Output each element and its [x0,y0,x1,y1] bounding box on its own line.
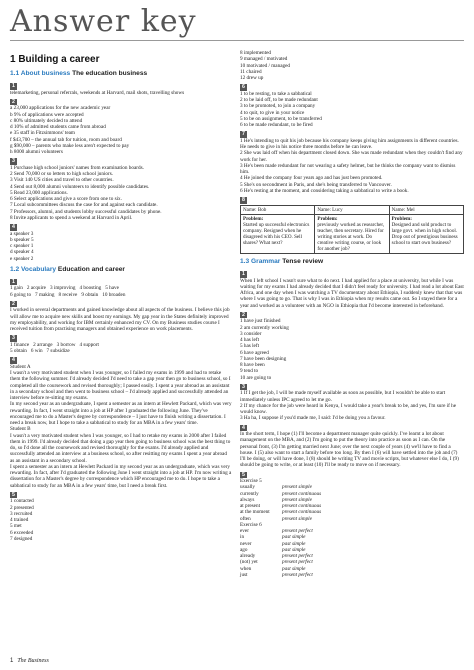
answer-text: telemarketing, personal referrals, weekends at Harvard, mail shots, travelling shows [10,89,185,96]
answer-item: 4 boosting [79,285,102,292]
answer-item: a speaker 3 [10,230,34,237]
answer-list [240,390,464,421]
page-title: Answer key [10,4,197,39]
answer-pair: when past simple [240,565,306,572]
answer-item: c 80% ultimately decided to attend [10,117,83,124]
answer-item: 1 He's intending to quit his job because his company keeps giving him assignments in different countries. He needs to give in his notice three months before he can leave. [240,137,459,150]
answer-item: 1 finance [10,341,30,348]
exercise-number: 2 [242,311,245,318]
answer-item: 1 gain [10,285,23,292]
answer-item: 8 receive [58,291,78,298]
table-cell: Name: Bob [241,205,315,214]
answer-item: 2 presented [10,504,34,511]
answer-item: 4 He joined the company four years ago and has just been promoted. [240,175,383,182]
answer-item: 1 Purchase high school juniors' names from examination boards. [10,164,144,171]
answer-item: 3 Visit 140 US cities and travel to other countries. [10,177,114,184]
answer-item: 6 Select applications and give a score from one to six. [10,196,122,202]
table-cell: Name: Lucy [315,205,389,214]
answer-item: 9 tend to [240,368,259,375]
exercise-number: 1 [12,278,15,285]
answer-pair: (not) yet present perfect [240,559,313,566]
answer-list [240,50,464,81]
answer-pair: at present present continuous [240,503,322,510]
answer-item: e 35 staff in Fitzsimmons' team [10,130,75,137]
answer-pair: currently present continuous [240,490,322,497]
answer-item: 11 chaired [240,68,262,75]
left-column [10,50,232,542]
answer-item: 3 He's been made redundant for not wearing a safety helmet, but he thinks the company want to dismiss him. [240,162,456,175]
answer-pair: already present perfect [240,553,313,560]
answer-item: 5 met [10,523,22,530]
answer-item: 3 recruited [10,510,33,517]
answer-item: 5 Read 23,000 applications. [10,189,68,196]
answer-text: I worked in several departments and gained knowledge about all aspects of the business. I believe this job will allow me to acquire new skills and boost my earnings. My gap year in the States definitely improved my employability, and working for IBM certainly enhanced my CV. On my Business studies course I received tuition from practising managers and obtained experience on work placements. [10,307,230,332]
answer-item: 1 to be resting, to take a sabbatical [240,90,312,97]
exercise-number: 5 [12,491,15,498]
answer-item: 2 If my chance for the job were heard in Kenya, I would take a year's break to be, and yes, I'm sure if he would know. [240,402,457,416]
exercise-number: 1 [242,271,245,278]
answer-item: 3 consider [240,330,262,337]
answer-item: 7 designed [10,535,33,542]
table-cell: Problem: Started up successful electronics company. Resigned when he disagreed with his CEO. Sell shares? What next? [241,214,315,254]
title-rule [10,40,464,41]
answer-pair: ago past simple [240,546,306,553]
answer-item: e speaker 2 [10,255,34,262]
answer-item: 1 contacted [10,498,34,505]
answer-item: 4 to quit, to give in your notice [240,109,305,116]
answer-text: When I left school I wasn't sure what to do next. I had applied for a place at university, but while I was waiting for my exams I had already decided that I didn't feel ready for university. I had read a lot about East Africa, and one day when I was watching a TV documentary about Ethiopia, I suddenly knew that that was where I was going to go. That is why I was in Ethiopia when my results came out. So I stayed there for a year and worked as a volunteer with an NGO in Ethiopia that I'd become interested in beforehand. [240,277,464,309]
exercise-number: 1 [12,83,15,89]
answer-list [10,498,232,542]
exercise-number: 6 [242,84,245,91]
answer-item: 4 trained [10,517,29,523]
answer-item: 3 Ha ha, I suppose if you'd made me, I said: I'd be doing you a favour. [240,415,386,422]
answer-item: 7 Local subcommittees discuss the case for and against each candidate. [10,202,158,209]
answer-item: g $90,000 – parents who make less aren't expected to pay [10,142,130,149]
answer-list [10,165,232,221]
answer-text: In the short term, I hope (1) I'll become a department manager quite quickly. I've learnt a lot about management on the MBA, and (2) I'm going to put the theory into practice as soon as I can. On the personal front, (3) I'm getting married next June; over the next couple of years (4) we'll have to find a house. I (5) also want to start a family before too long. By then I (6) will have settled into the job and (7) I'll be doing, or will have done, I (8) should be writing TV and movie scripts, but whatever else I do, I (9) should be going to write, or at least (10) I'll be ready to move on if necessary. [240,431,459,469]
answer-text: I wasn't a very motivated student when I was younger, so I failed my exams in 1999 and had to retake them the following summer. I'd already decided I'd need to take a gap year then go to business school, so I completed all the coursework and revised thoroughly; I passed easily. I spent a year abroad as an assistant in a secondary school and then went to business school – I'd already applied and successfully attended an interview before re-sitting my exams. [10,370,231,401]
answer-pair: usually present simple [240,484,312,491]
answer-item: 6 to be made redundant, to be fired [240,122,313,128]
exercise-number: 3 [12,158,15,165]
answer-item: 2 Send 70,000 or so letters to high school juniors. [10,171,114,177]
answer-pair: ever present perfect [240,528,313,535]
section-1-2-heading: 1.2 Vocabulary Education and career [10,265,125,273]
answer-list [240,318,464,381]
answer-list [240,138,464,194]
table-row [241,205,464,214]
table-cell: Name: Mel [389,205,463,214]
exercise-number: 5 [242,471,245,478]
answer-pair: never past simple [240,540,306,547]
answer-item: 7 have been designing [240,355,287,362]
answer-item: 3 borrow [56,341,76,348]
exercise-number: 4 [12,357,15,364]
answer-item: h 8000 alumni volunteers [10,149,63,155]
brand-logo: The Business [17,658,49,664]
table-row [241,214,464,254]
answer-pair: at the moment present continuous [240,509,322,516]
answer-item: 7 Professors, alumni, and students lobby successful candidates by phone. [10,208,162,215]
answer-item: 6 have agreed [240,349,269,356]
answer-item: 10 are going to [240,374,272,381]
exercise-number: 7 [242,131,245,138]
answer-item: 5 She's on secondment in Paris, and she's being transferred to Vancouver. [240,181,392,188]
answer-item: 5 has left [240,343,260,350]
answer-pair: often present simple [240,515,312,522]
answer-subhead: Student A [10,363,31,370]
exercise-number: 4 [12,224,15,230]
section-1-1-heading: 1.1 About business The education business [10,70,148,77]
table-cell: Problem: Designed and sold product to large govt. when in high school. Drop out of prestigious business school to start own business? [389,214,463,254]
answer-item: f $43,700 – the annual tab for tuition, room and board [10,136,122,143]
unit-heading: 1 Building a career [10,54,100,65]
answer-item: 10 motivated / managed [240,62,290,69]
answer-item: 2 to be laid off, to be made redundant [240,97,318,103]
answer-item: 8 Invite applicants to spend a weekend at Harvard in April. [10,214,133,221]
exercise-number: 2 [12,98,15,105]
answer-text: I wasn't a very motivated student when I was younger, so I had to retake my exams in 2000 after I failed them in 1999. I'd already decided that doing a gap year then going to business school was the best thing to do, so I'd done all the coursework and revised thoroughly for the exams. I'd already applied and successfully attended an interview at a business school, so after resitting my exams I spent a year abroad as an assistant in a secondary school. [10,432,231,464]
profiles-table [240,205,464,255]
right-column [240,50,464,578]
answer-item: b speaker 5 [10,236,34,243]
answer-item: 8 have been [240,362,265,369]
answer-item: 1 have just finished [240,318,281,325]
answer-list [240,528,464,578]
answer-row [10,348,232,354]
answer-item: 2 acquire [26,285,46,292]
answer-item: 5 have [105,285,119,292]
answer-item: 4 Send out 8,000 alumni volunteers to identify possible candidates. [10,183,150,190]
answer-pair: always present simple [240,496,312,503]
table-cell: Problem: previously worked as researcher, teacher, then secretary. Hired for writing stories at work. Do creative writing course, or look for another job? [315,214,389,254]
answer-item: 4 has left [240,337,260,344]
answer-row [10,292,232,298]
answer-item: c speaker 1 [10,243,34,249]
page-number: 1 [10,658,14,664]
answer-item: d 10% of admitted students came from abroad [10,124,106,130]
answer-item: 12 drew up [240,75,264,81]
answer-item: 8 implemented [240,50,271,56]
answer-item: 5 obtain [10,348,27,354]
answer-item: b 9% of applications were accepted [10,111,84,118]
answer-list [10,105,232,155]
exercise-number: 2 [12,300,15,307]
answer-list [240,91,464,129]
answer-list [240,484,464,522]
answer-item: 2 She was laid off when his department closed down. She was made redundant when they couldn't find any work for her. [240,150,463,163]
page-footer [10,658,49,664]
answer-list [10,231,232,262]
answer-item: 6 going to [10,291,32,298]
section-1-3-heading: 1.3 Grammar Tense review [240,258,324,266]
answer-item: 2 am currently working [240,324,289,331]
answer-item: 3 improving [49,285,76,292]
answer-item: 9 obtain [81,291,99,298]
answer-text: I spent a semester as an intern at Hewlett Packard in my second year as an undergraduate, which was very rewarding. In fact, after I'd graduated the following June I went straight into a job at HP. I'm now writing a dissertation for a Master's degree by correspondence which HP encouraged me to do. I hope to take a sabbatical to study for an MBA in a few years' time, but I need a break first. [10,463,232,489]
answer-subhead: Student B [10,426,31,433]
answer-item: 5 to be on assignment, to be transferred [240,115,322,122]
answer-item: a 23,000 applications for the new academic year [10,105,111,112]
answer-item: 4 support [79,341,99,348]
answer-item: 9 managed / motivated [240,56,288,63]
answer-item: 7 subsidize [46,348,70,354]
answer-item: 10 broaden [102,291,126,298]
answer-subhead: Exercise 5 [240,478,262,485]
answer-item: 3 to be promoted, to join a company [240,103,316,110]
exercise-number: 3 [242,383,245,390]
answer-item: d speaker 4 [10,249,34,256]
exercise-number: 8 [242,197,245,203]
answer-pair: in past simple [240,534,306,541]
answer-item: 1 If I get the job, I will be made myself available as soon as possible, but I wouldn't be able to start immediately unless IPC agreed to let me go. [240,390,446,403]
answer-item: 6 win [30,348,43,354]
answer-item: 6 exceeded [10,529,34,536]
answer-item: 6 He's resting at the moment, and considering taking a sabbatical to write a book. [240,187,409,194]
answer-text: In my second year as an undergraduate, I spent a semester as an intern at Hewlett Packard, which was very rewarding. In fact, I went straight into a job at HP after I graduated the following June. They've encouraged me to do a Master's degree by correspondence – I just have to finish writing a dissertation. I need a break now, but I hope to take a sabbatical to study for an MBA in a few years' time. [10,401,232,426]
answer-item: 2 arrange [33,341,53,348]
answer-pair: just present perfect [240,571,313,578]
answer-item: 7 making [35,291,55,298]
exercise-number: 4 [242,424,245,431]
exercise-number: 3 [12,335,15,342]
answer-subhead: Exercise 6 [240,521,262,528]
